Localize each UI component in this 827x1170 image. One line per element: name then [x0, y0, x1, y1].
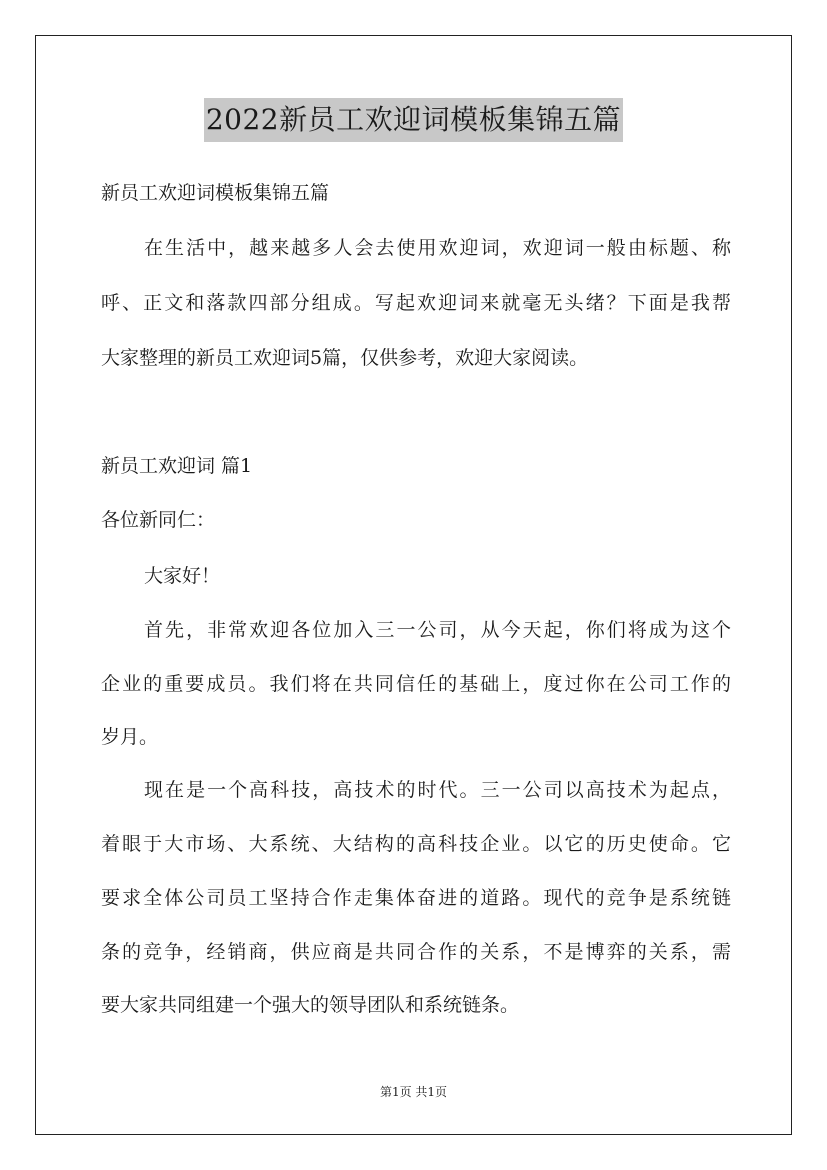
- page-footer: 第1页 共1页: [379, 1085, 448, 1099]
- document-title-text: 2022新员工欢迎词模板集锦五篇: [204, 98, 623, 142]
- paragraph-1-line-2: 企业的重要成员。我们将在共同信任的基础上，度过你在公司工作的: [101, 673, 731, 695]
- document-title: [0, 98, 827, 142]
- salutation: 各位新同仁：: [101, 509, 216, 531]
- intro-line-3: 大家整理的新员工欢迎词5篇，仅供参考，欢迎大家阅读。: [101, 347, 589, 369]
- paragraph-2-line-4: 条的竞争，经销商，供应商是共同合作的关系，不是博弈的关系，需: [101, 941, 731, 963]
- paragraph-2-line-2: 着眼于大市场、大系统、大结构的高科技企业。以它的历史使命。它: [101, 833, 731, 855]
- intro-line-1: 在生活中，越来越多人会去使用欢迎词，欢迎词一般由标题、称: [144, 237, 731, 259]
- section-heading: 新员工欢迎词 篇1: [101, 455, 253, 477]
- paragraph-1-line-1: 首先，非常欢迎各位加入三一公司，从今天起，你们将成为这个: [144, 619, 731, 641]
- paragraph-2-line-5: 要大家共同组建一个强大的领导团队和系统链条。: [101, 994, 520, 1016]
- document-subtitle: 新员工欢迎词模板集锦五篇: [101, 182, 330, 204]
- paragraph-2-line-1: 现在是一个高科技，高技术的时代。三一公司以高技术为起点，: [144, 779, 731, 801]
- paragraph-2-line-3: 要求全体公司员工坚持合作走集体奋进的道路。现代的竞争是系统链: [101, 887, 731, 909]
- paragraph-1-line-3: 岁月。: [101, 726, 159, 748]
- intro-line-2: 呼、正文和落款四部分组成。写起欢迎词来就毫无头绪？下面是我帮: [101, 292, 731, 314]
- greeting: 大家好！: [144, 565, 221, 587]
